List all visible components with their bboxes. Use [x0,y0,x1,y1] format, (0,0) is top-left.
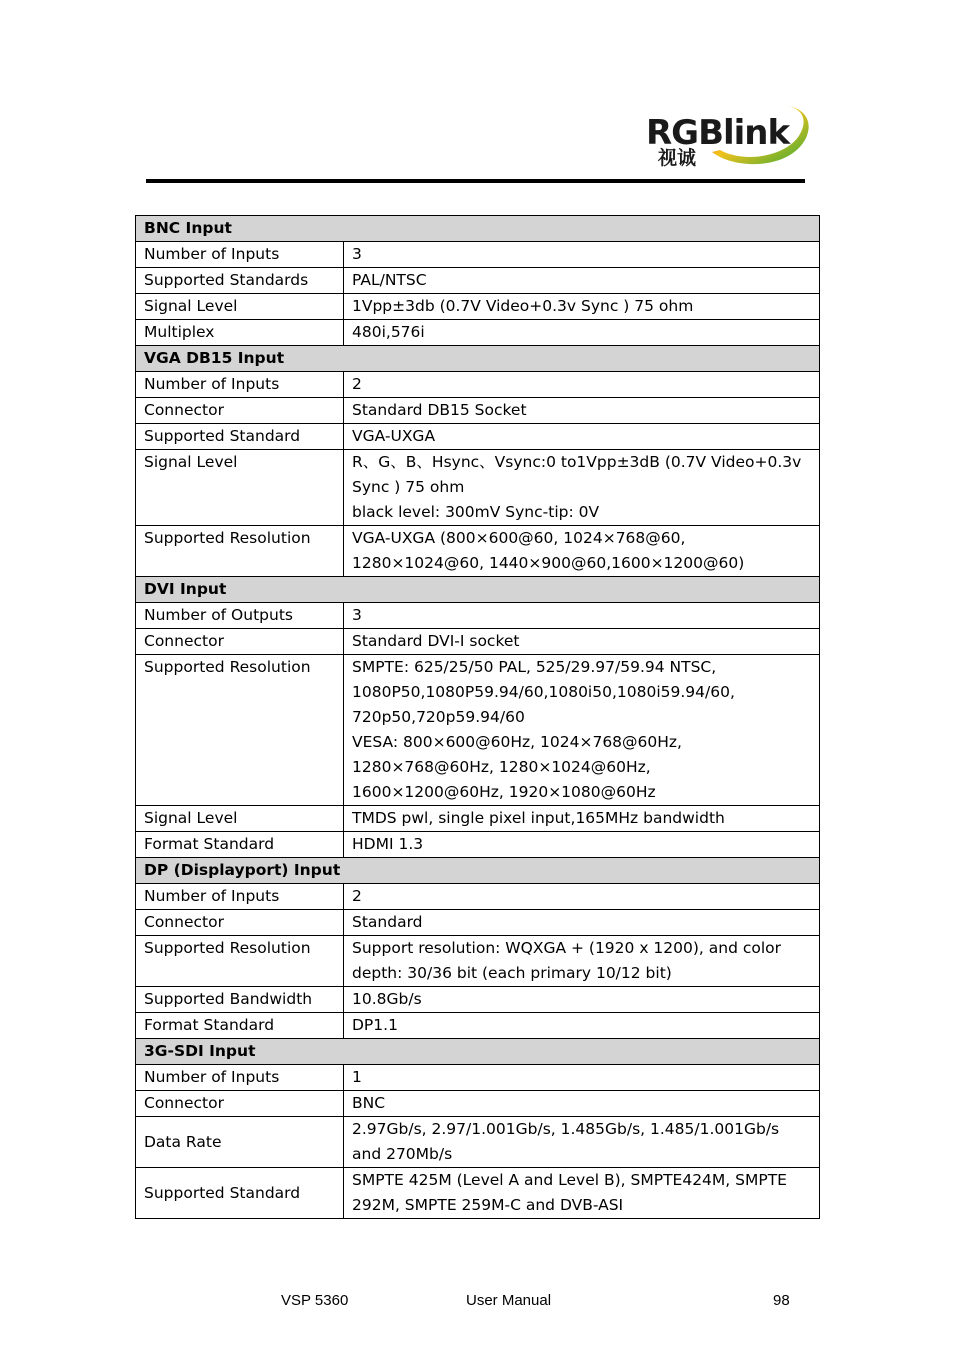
spec-label: Connector [136,910,344,936]
spec-table-body [136,216,820,1219]
spec-label: Supported Standard [136,1168,344,1219]
spec-value-line: HDMI 1.3 [352,835,424,853]
spec-row [136,629,820,655]
spec-table [135,215,820,1219]
section-title: DP (Displayport) Input [136,858,820,884]
spec-label: Number of Outputs [136,603,344,629]
spec-value-line: 3 [352,606,362,624]
spec-row [136,832,820,858]
spec-value [344,832,820,858]
spec-value [344,1117,820,1168]
section-header-row [136,216,820,242]
spec-row [136,884,820,910]
spec-row [136,936,820,987]
spec-row [136,294,820,320]
spec-value [344,1091,820,1117]
spec-value-line: VGA-UXGA [352,427,436,445]
spec-row [136,526,820,577]
spec-value-line: SMPTE 425M (Level A and Level B), SMPTE424M, SMPTE [352,1171,787,1189]
footer-model: VSP 5360 [281,1292,349,1309]
spec-value-line: Standard DVI-I socket [352,632,520,650]
spec-value-line: TMDS pwl, single pixel input,165MHz bandwidth [352,809,725,827]
spec-value [344,398,820,424]
spec-label: Connector [136,398,344,424]
spec-row [136,1013,820,1039]
spec-value [344,910,820,936]
spec-value-line: 1280×1024@60, 1440×900@60,1600×1200@60) [352,554,745,572]
spec-value-line: BNC [352,1094,386,1112]
spec-row [136,320,820,346]
spec-value-line: Standard DB15 Socket [352,401,527,419]
spec-value-line: 480i,576i [352,323,425,341]
spec-value [344,1013,820,1039]
spec-row [136,242,820,268]
spec-value [344,884,820,910]
spec-value [344,655,820,806]
spec-value [344,987,820,1013]
spec-value-line: SMPTE: 625/25/50 PAL, 525/29.97/59.94 NTSC, [352,658,717,676]
spec-value-line: and 270Mb/s [352,1145,453,1163]
spec-row [136,398,820,424]
spec-row [136,424,820,450]
spec-value [344,424,820,450]
spec-value [344,294,820,320]
spec-value [344,603,820,629]
spec-label: Supported Resolution [136,936,344,987]
spec-value [344,1065,820,1091]
logo-wordmark: RGBlink [646,113,790,153]
footer-page-number: 98 [773,1292,790,1309]
spec-value [344,806,820,832]
spec-value [344,936,820,987]
spec-label: Supported Resolution [136,526,344,577]
section-title: VGA DB15 Input [136,346,820,372]
header-rule [146,179,805,183]
spec-label: Number of Inputs [136,1065,344,1091]
spec-row [136,450,820,526]
section-header-row [136,577,820,603]
section-header-row [136,1039,820,1065]
spec-row [136,372,820,398]
spec-value [344,320,820,346]
spec-row [136,910,820,936]
spec-label: Signal Level [136,806,344,832]
spec-row [136,987,820,1013]
spec-label: Supported Resolution [136,655,344,806]
rgblink-logo [640,100,815,170]
spec-value [344,372,820,398]
spec-label: Signal Level [136,294,344,320]
spec-value-line: 720p50,720p59.94/60 [352,708,525,726]
spec-value [344,268,820,294]
spec-label: Signal Level [136,450,344,526]
spec-row [136,1065,820,1091]
spec-value-line: depth: 30/36 bit (each primary 10/12 bit) [352,964,672,982]
section-title: BNC Input [136,216,820,242]
spec-value [344,242,820,268]
spec-label: Format Standard [136,1013,344,1039]
spec-value-line: 1 [352,1068,362,1086]
spec-value-line: Support resolution: WQXGA + (1920 x 1200), and color [352,939,782,957]
spec-label: Multiplex [136,320,344,346]
spec-row [136,1117,820,1168]
spec-value [344,1168,820,1219]
spec-label: Data Rate [136,1117,344,1168]
spec-value-line: 1080P50,1080P59.94/60,1080i50,1080i59.94/60, [352,683,735,701]
spec-value-line: 10.8Gb/s [352,990,422,1008]
section-title: 3G-SDI Input [136,1039,820,1065]
section-title: DVI Input [136,577,820,603]
spec-value-line: R、G、B、Hsync、Vsync:0 to1Vpp±3dB (0.7V Video+0.3v [352,453,802,471]
spec-value-line: 1Vpp±3db (0.7V Video+0.3v Sync ) 75 ohm [352,297,694,315]
spec-value-line: 3 [352,245,362,263]
section-header-row [136,858,820,884]
spec-value-line: 292M, SMPTE 259M-C and DVB-ASI [352,1196,624,1214]
spec-value-line: Standard [352,913,423,931]
spec-value-line: 2.97Gb/s, 2.97/1.001Gb/s, 1.485Gb/s, 1.485/1.001Gb/s [352,1120,780,1138]
logo-chinese-text: 视诚 [658,147,697,169]
spec-value-line: 2 [352,375,362,393]
spec-value-line: Sync ) 75 ohm [352,478,465,496]
spec-row [136,603,820,629]
spec-value [344,450,820,526]
spec-value-line: 1280×768@60Hz, 1280×1024@60Hz, [352,758,651,776]
spec-value-line: DP1.1 [352,1016,398,1034]
spec-row [136,1091,820,1117]
spec-value-line: VESA: 800×600@60Hz, 1024×768@60Hz, [352,733,682,751]
spec-value-line: VGA-UXGA (800×600@60, 1024×768@60, [352,529,686,547]
spec-row [136,806,820,832]
spec-value-line: 1600×1200@60Hz, 1920×1080@60Hz [352,783,656,801]
spec-value-line: 2 [352,887,362,905]
section-header-row [136,346,820,372]
spec-label: Supported Standard [136,424,344,450]
spec-value [344,526,820,577]
spec-label: Number of Inputs [136,884,344,910]
spec-value-line: PAL/NTSC [352,271,427,289]
spec-label: Supported Standards [136,268,344,294]
spec-row [136,268,820,294]
spec-label: Connector [136,629,344,655]
spec-label: Format Standard [136,832,344,858]
spec-row [136,655,820,806]
spec-label: Supported Bandwidth [136,987,344,1013]
spec-label: Number of Inputs [136,372,344,398]
spec-label: Number of Inputs [136,242,344,268]
spec-value [344,629,820,655]
spec-label: Connector [136,1091,344,1117]
spec-value-line: black level: 300mV Sync-tip: 0V [352,503,600,521]
footer-doc-title: User Manual [466,1292,552,1309]
spec-row [136,1168,820,1219]
